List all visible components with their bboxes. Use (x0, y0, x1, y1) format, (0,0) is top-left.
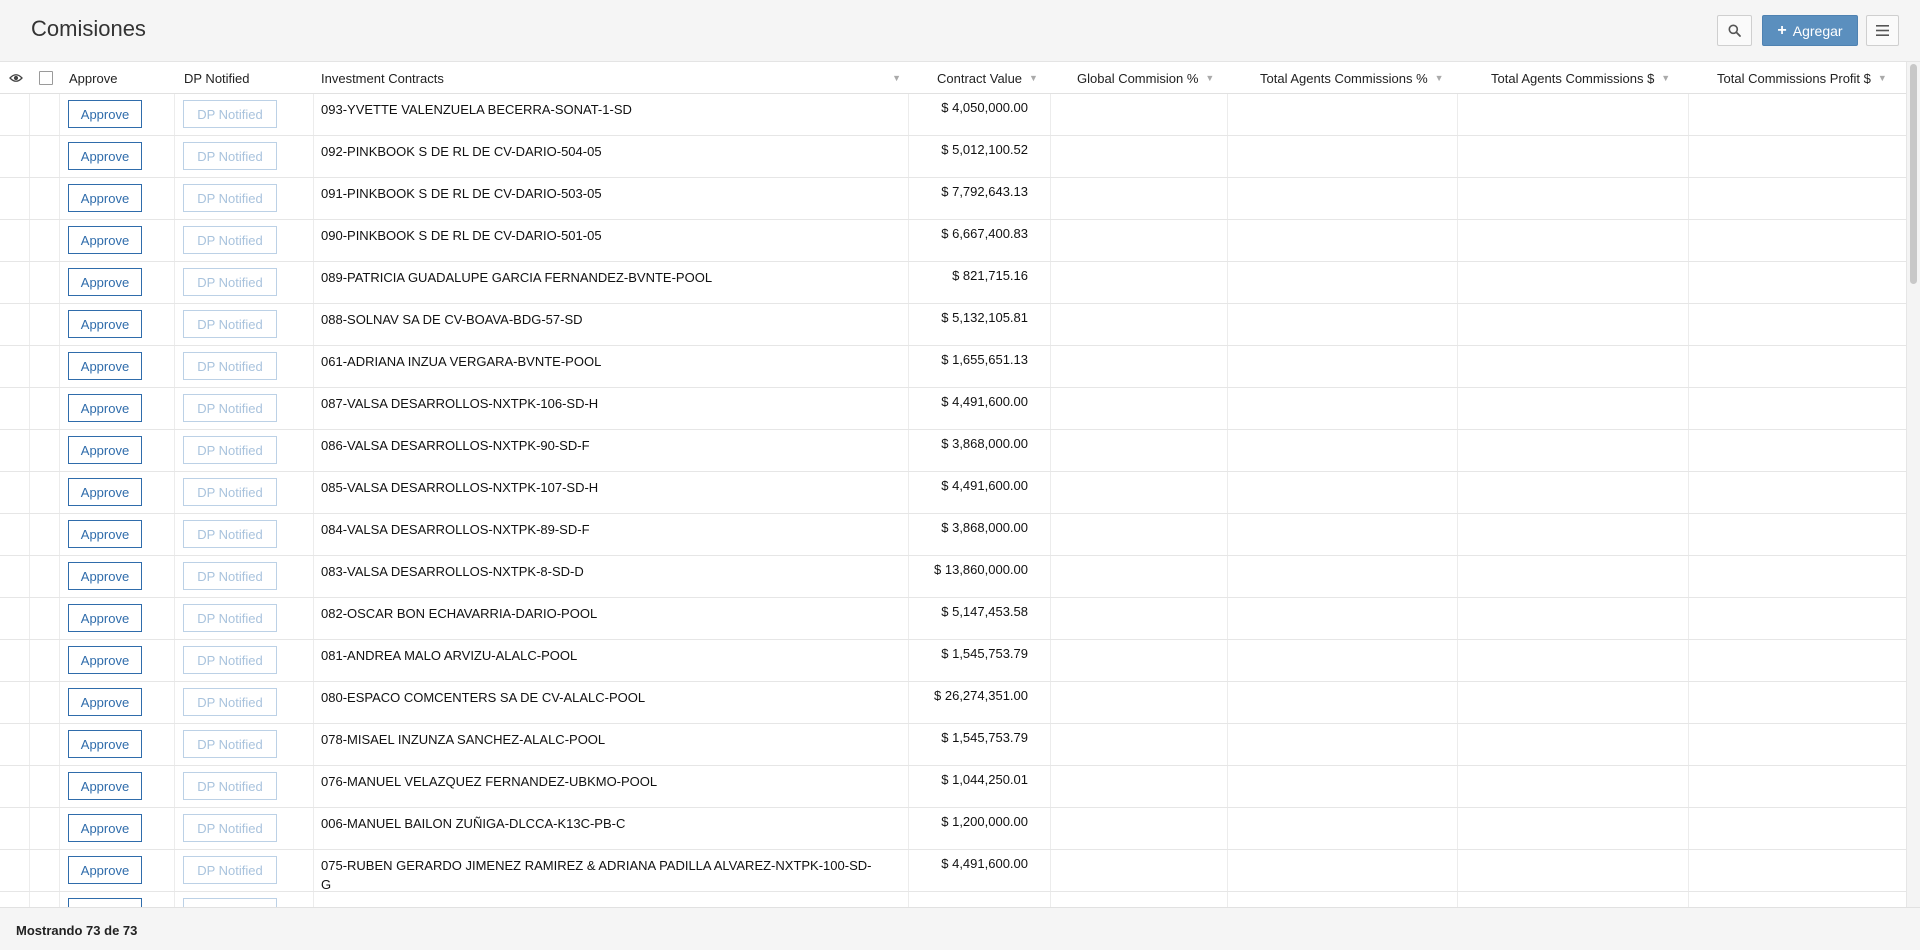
investment-contract-cell[interactable]: 093-YVETTE VALENZUELA BECERRA-SONAT-1-SD (321, 102, 632, 117)
approve-button[interactable]: Approve (68, 436, 142, 464)
table-row (0, 766, 1906, 808)
grid-footer (0, 907, 1920, 950)
column-divider (1457, 598, 1458, 639)
column-divider (1457, 220, 1458, 261)
scrollbar-thumb[interactable] (1910, 64, 1917, 284)
contract-value-cell: $ 7,792,643.13 (941, 184, 1028, 199)
column-divider (313, 682, 314, 723)
checkbox (39, 71, 53, 85)
column-divider (1688, 388, 1689, 429)
column-divider (29, 136, 30, 177)
column-divider (29, 640, 30, 681)
column-divider (174, 808, 175, 849)
column-divider (29, 346, 30, 387)
column-divider (59, 556, 60, 597)
contract-value-cell: $ 1,655,651.13 (941, 352, 1028, 367)
column-divider (174, 850, 175, 891)
column-divider (1457, 388, 1458, 429)
column-header-label: DP Notified (184, 70, 250, 86)
contract-value-cell: $ 5,132,105.81 (941, 310, 1028, 325)
investment-contract-cell[interactable]: 092-PINKBOOK S DE RL DE CV-DARIO-504-05 (321, 144, 602, 159)
table-row (0, 556, 1906, 598)
column-divider (59, 388, 60, 429)
table-row (0, 724, 1906, 766)
column-divider (29, 430, 30, 471)
column-divider (29, 766, 30, 807)
approve-button[interactable]: Approve (68, 646, 142, 674)
table-row (0, 304, 1906, 346)
column-divider (1688, 94, 1689, 135)
column-divider (1457, 94, 1458, 135)
column-divider (29, 388, 30, 429)
table-row (0, 598, 1906, 640)
dp-notified-button[interactable]: DP Notified (183, 646, 277, 674)
contract-value-cell: $ 26,274,351.00 (934, 688, 1028, 703)
page-header (0, 0, 1920, 62)
column-header-dp-notified[interactable] (184, 62, 250, 94)
table-row (0, 472, 1906, 514)
contract-value-cell: $ 4,050,000.00 (941, 100, 1028, 115)
approve-button[interactable]: Approve (68, 562, 142, 590)
investment-contract-cell[interactable]: 076-MANUEL VELAZQUEZ FERNANDEZ-UBKMO-POOL (321, 774, 658, 789)
column-divider (29, 472, 30, 513)
column-divider (313, 220, 314, 261)
menu-button[interactable] (1866, 15, 1899, 46)
column-divider (29, 262, 30, 303)
table-row (0, 808, 1906, 850)
column-divider (313, 346, 314, 387)
approve-button[interactable]: Approve (68, 310, 142, 338)
column-divider (1227, 472, 1228, 513)
column-divider (1227, 136, 1228, 177)
column-divider (1688, 136, 1689, 177)
contract-value-cell: $ 3,868,000.00 (941, 436, 1028, 451)
column-divider (1688, 724, 1689, 765)
column-divider (1457, 304, 1458, 345)
column-divider (313, 850, 314, 891)
column-header-investment-contracts[interactable] (321, 62, 901, 94)
column-divider (313, 640, 314, 681)
column-divider (1050, 556, 1051, 597)
column-divider (1050, 472, 1051, 513)
column-divider (174, 472, 175, 513)
dp-notified-button[interactable]: DP Notified (183, 814, 277, 842)
column-divider (313, 262, 314, 303)
column-header-label: Approve (69, 70, 118, 86)
column-divider (59, 346, 60, 387)
column-divider (1227, 682, 1228, 723)
dp-notified-button[interactable]: DP Notified (183, 184, 277, 212)
table-row (0, 850, 1906, 892)
investment-contract-cell[interactable]: 006-MANUEL BAILON ZUÑIGA-DLCCA-K13C-PB-C (321, 816, 626, 831)
investment-contract-cell[interactable]: 083-VALSA DESARROLLOS-NXTPK-8-SD-D (321, 564, 584, 579)
investment-contract-cell[interactable]: 088-SOLNAV SA DE CV-BOAVA-BDG-57-SD (321, 312, 583, 327)
column-divider (1457, 514, 1458, 555)
contract-value-cell: $ 3,868,000.00 (941, 520, 1028, 535)
investment-contract-cell[interactable]: 085-VALSA DESARROLLOS-NXTPK-107-SD-H (321, 480, 599, 495)
column-divider (59, 220, 60, 261)
column-divider (59, 766, 60, 807)
record-count: Mostrando 73 de 73 (16, 923, 138, 938)
grid-header (0, 62, 1906, 94)
column-divider (1688, 430, 1689, 471)
dp-notified-button[interactable]: DP Notified (183, 856, 277, 884)
column-divider (1688, 766, 1689, 807)
column-divider (174, 640, 175, 681)
plus-icon: + (1777, 21, 1787, 39)
column-divider (313, 808, 314, 849)
column-divider (1050, 178, 1051, 219)
column-divider (1227, 850, 1228, 891)
column-divider (174, 262, 175, 303)
column-divider (1688, 682, 1689, 723)
column-divider (1050, 262, 1051, 303)
contract-value-cell: $ 6,667,400.83 (941, 226, 1028, 241)
chevron-down-icon: ▼ (1434, 73, 1444, 83)
contract-value-cell: $ 4,491,600.00 (941, 856, 1028, 871)
investment-contract-cell[interactable]: 078-MISAEL INZUNZA SANCHEZ-ALALC-POOL (321, 732, 606, 747)
hamburger-menu-icon (1876, 25, 1889, 36)
column-divider (1457, 178, 1458, 219)
dp-notified-button[interactable]: DP Notified (183, 352, 277, 380)
column-divider (29, 220, 30, 261)
table-row (0, 346, 1906, 388)
dp-notified-button[interactable]: DP Notified (183, 478, 277, 506)
column-divider (1688, 850, 1689, 891)
column-divider (313, 388, 314, 429)
column-divider (59, 724, 60, 765)
column-divider (1227, 766, 1228, 807)
approve-button[interactable]: Approve (68, 226, 142, 254)
table-row (0, 388, 1906, 430)
table-row (0, 640, 1906, 682)
column-divider (1050, 766, 1051, 807)
column-divider (59, 304, 60, 345)
table-row (0, 94, 1906, 136)
column-divider (1457, 346, 1458, 387)
dp-notified-button[interactable]: DP Notified (183, 100, 277, 128)
column-divider (174, 514, 175, 555)
column-header-label: Total Commissions Profit $ (1717, 70, 1871, 86)
page-title: Comisiones (31, 16, 146, 41)
column-divider (59, 430, 60, 471)
column-divider (59, 682, 60, 723)
column-divider (1227, 640, 1228, 681)
column-divider (29, 556, 30, 597)
column-divider (1457, 724, 1458, 765)
chevron-down-icon: ▼ (1029, 73, 1038, 83)
column-divider (174, 178, 175, 219)
contract-value-cell: $ 1,200,000.00 (941, 814, 1028, 829)
column-divider (1457, 136, 1458, 177)
approve-button[interactable]: Approve (68, 184, 142, 212)
commissions-grid (0, 62, 1906, 907)
column-divider (1688, 220, 1689, 261)
column-header-agents-commissions-pct[interactable] (1260, 62, 1444, 94)
add-button-label: Agregar (1792, 22, 1843, 39)
column-header-label: Total Agents Commissions $ (1491, 70, 1655, 86)
table-row (0, 220, 1906, 262)
column-divider (1050, 640, 1051, 681)
chevron-down-icon: ▼ (1877, 73, 1887, 83)
column-divider (1688, 262, 1689, 303)
dp-notified-button[interactable]: DP Notified (183, 604, 277, 632)
investment-contract-cell[interactable]: 075-RUBEN GERARDO JIMENEZ RAMIREZ & ADRIANA PADILLA ALVAREZ-NXTPK-100-SD-G (321, 858, 872, 892)
column-divider (313, 136, 314, 177)
investment-contract-cell[interactable]: 081-ANDREA MALO ARVIZU-ALALC-POOL (321, 648, 578, 663)
search-button[interactable] (1717, 15, 1752, 46)
contract-value-cell: $ 5,012,100.52 (941, 142, 1028, 157)
column-header-label: Global Commision % (1077, 70, 1199, 86)
column-header-label: Investment Contracts (321, 70, 444, 86)
column-divider (1688, 178, 1689, 219)
table-row (0, 136, 1906, 178)
column-divider (1050, 598, 1051, 639)
contract-value-cell: $ 4,491,600.00 (941, 478, 1028, 493)
chevron-down-icon: ▼ (1205, 73, 1215, 83)
column-divider (29, 514, 30, 555)
column-header-contract-value[interactable] (937, 62, 1038, 94)
chevron-down-icon: ▼ (892, 73, 901, 83)
table-row (0, 262, 1906, 304)
investment-contract-cell[interactable]: 086-VALSA DESARROLLOS-NXTPK-90-SD-F (321, 438, 590, 453)
column-divider (1688, 514, 1689, 555)
column-divider (1227, 304, 1228, 345)
column-divider (1227, 388, 1228, 429)
dp-notified-button[interactable]: DP Notified (183, 394, 277, 422)
column-divider (1457, 850, 1458, 891)
column-divider (1457, 430, 1458, 471)
approve-button[interactable]: Approve (68, 688, 142, 716)
column-divider (313, 724, 314, 765)
column-divider (1227, 220, 1228, 261)
column-divider (313, 556, 314, 597)
contract-value-cell: $ 5,147,453.58 (941, 604, 1028, 619)
column-divider (1688, 304, 1689, 345)
column-divider (1227, 346, 1228, 387)
search-icon (1728, 24, 1741, 37)
column-divider (29, 304, 30, 345)
column-divider (1227, 724, 1228, 765)
column-divider (1227, 262, 1228, 303)
column-divider (313, 94, 314, 135)
column-divider (1227, 598, 1228, 639)
column-divider (174, 598, 175, 639)
column-header-global-commission[interactable] (1077, 62, 1214, 94)
column-divider (174, 556, 175, 597)
chevron-down-icon: ▼ (1661, 73, 1671, 83)
column-divider (313, 514, 314, 555)
investment-contract-cell[interactable]: 080-ESPACO COMCENTERS SA DE CV-ALALC-POOL (321, 690, 646, 705)
approve-button[interactable]: Approve (68, 814, 142, 842)
table-row (0, 430, 1906, 472)
column-divider (29, 808, 30, 849)
column-divider (313, 178, 314, 219)
investment-contract-cell[interactable]: 084-VALSA DESARROLLOS-NXTPK-89-SD-F (321, 522, 590, 537)
approve-button[interactable]: Approve (68, 268, 142, 296)
vertical-scrollbar[interactable] (1906, 62, 1920, 907)
contract-value-cell: $ 1,044,250.01 (941, 772, 1028, 787)
column-divider (1227, 808, 1228, 849)
investment-contract-cell[interactable]: 087-VALSA DESARROLLOS-NXTPK-106-SD-H (321, 396, 599, 411)
column-divider (1688, 472, 1689, 513)
column-divider (1050, 94, 1051, 135)
dp-notified-button[interactable]: DP Notified (183, 268, 277, 296)
column-divider (1050, 850, 1051, 891)
column-divider (1227, 430, 1228, 471)
column-divider (1457, 766, 1458, 807)
column-divider (29, 850, 30, 891)
table-row (0, 514, 1906, 556)
column-divider (1050, 430, 1051, 471)
column-divider (59, 472, 60, 513)
column-divider (1050, 304, 1051, 345)
column-header-label: Total Agents Commissions % (1260, 70, 1428, 86)
column-divider (174, 682, 175, 723)
contract-value-cell: $ 1,545,753.79 (941, 646, 1028, 661)
column-divider (1050, 808, 1051, 849)
column-divider (1457, 472, 1458, 513)
approve-button[interactable]: Approve (68, 142, 142, 170)
column-header-agents-commissions-amount[interactable] (1491, 62, 1670, 94)
column-divider (174, 766, 175, 807)
column-header-approve[interactable] (69, 62, 117, 94)
eye-icon (9, 73, 23, 83)
column-divider (59, 262, 60, 303)
column-divider (174, 724, 175, 765)
approve-button[interactable]: Approve (68, 772, 142, 800)
column-divider (1050, 136, 1051, 177)
column-divider (313, 472, 314, 513)
column-divider (59, 94, 60, 135)
dp-notified-button[interactable]: DP Notified (183, 562, 277, 590)
investment-contract-cell[interactable]: 089-PATRICIA GUADALUPE GARCIA FERNANDEZ-BVNTE-POOL (321, 270, 713, 285)
dp-notified-button[interactable]: DP Notified (183, 520, 277, 548)
column-divider (1227, 556, 1228, 597)
column-divider (1227, 94, 1228, 135)
column-divider (1227, 178, 1228, 219)
investment-contract-cell[interactable]: 091-PINKBOOK S DE RL DE CV-DARIO-503-05 (321, 186, 602, 201)
contract-value-cell: $ 1,545,753.79 (941, 730, 1028, 745)
column-divider (174, 136, 175, 177)
column-divider (59, 514, 60, 555)
investment-contract-cell[interactable]: 090-PINKBOOK S DE RL DE CV-DARIO-501-05 (321, 228, 602, 243)
column-divider (59, 598, 60, 639)
column-divider (1050, 220, 1051, 261)
column-divider (1688, 598, 1689, 639)
dp-notified-button[interactable]: DP Notified (183, 226, 277, 254)
column-divider (59, 850, 60, 891)
column-divider (1227, 514, 1228, 555)
column-divider (1457, 640, 1458, 681)
contract-value-cell: $ 13,860,000.00 (934, 562, 1028, 577)
dp-notified-button[interactable]: DP Notified (183, 436, 277, 464)
column-divider (1688, 556, 1689, 597)
approve-button[interactable]: Approve (68, 730, 142, 758)
column-divider (1457, 682, 1458, 723)
approve-button[interactable]: Approve (68, 100, 142, 128)
column-divider (1050, 346, 1051, 387)
column-divider (59, 808, 60, 849)
column-divider (29, 94, 30, 135)
contract-value-cell: $ 821,715.16 (952, 268, 1028, 283)
column-divider (59, 136, 60, 177)
column-header-commissions-profit[interactable] (1717, 62, 1887, 94)
column-divider (1050, 682, 1051, 723)
approve-button[interactable]: Approve (68, 478, 142, 506)
dp-notified-button[interactable]: DP Notified (183, 688, 277, 716)
investment-contract-cell[interactable]: 061-ADRIANA INZUA VERGARA-BVNTE-POOL (321, 354, 602, 369)
contract-value-cell: $ 4,491,600.00 (941, 394, 1028, 409)
column-divider (29, 598, 30, 639)
dp-notified-button[interactable]: DP Notified (183, 772, 277, 800)
column-divider (174, 220, 175, 261)
column-divider (174, 388, 175, 429)
column-divider (29, 724, 30, 765)
column-visibility-button[interactable] (9, 62, 23, 94)
column-divider (1457, 556, 1458, 597)
approve-button[interactable]: Approve (68, 604, 142, 632)
column-divider (313, 598, 314, 639)
dp-notified-button[interactable]: DP Notified (183, 310, 277, 338)
dp-notified-button[interactable]: DP Notified (183, 730, 277, 758)
column-divider (1050, 514, 1051, 555)
investment-contract-cell[interactable]: 082-OSCAR BON ECHAVARRIA-DARIO-POOL (321, 606, 598, 621)
approve-button[interactable]: Approve (68, 394, 142, 422)
column-divider (1688, 640, 1689, 681)
table-row (0, 682, 1906, 724)
column-divider (1457, 262, 1458, 303)
column-divider (313, 304, 314, 345)
approve-button[interactable]: Approve (68, 520, 142, 548)
column-divider (59, 178, 60, 219)
select-all-checkbox[interactable] (39, 62, 53, 94)
column-divider (174, 430, 175, 471)
table-row (0, 178, 1906, 220)
column-divider (313, 430, 314, 471)
column-divider (1050, 388, 1051, 429)
column-divider (174, 94, 175, 135)
column-divider (1050, 724, 1051, 765)
column-divider (1457, 808, 1458, 849)
column-divider (29, 178, 30, 219)
column-divider (59, 640, 60, 681)
column-header-label: Contract Value (937, 70, 1023, 86)
approve-button[interactable]: Approve (68, 856, 142, 884)
column-divider (1688, 808, 1689, 849)
approve-button[interactable]: Approve (68, 352, 142, 380)
column-divider (174, 346, 175, 387)
column-divider (313, 766, 314, 807)
column-divider (29, 682, 30, 723)
dp-notified-button[interactable]: DP Notified (183, 142, 277, 170)
add-button[interactable] (1762, 15, 1858, 46)
column-divider (1688, 346, 1689, 387)
column-divider (174, 304, 175, 345)
